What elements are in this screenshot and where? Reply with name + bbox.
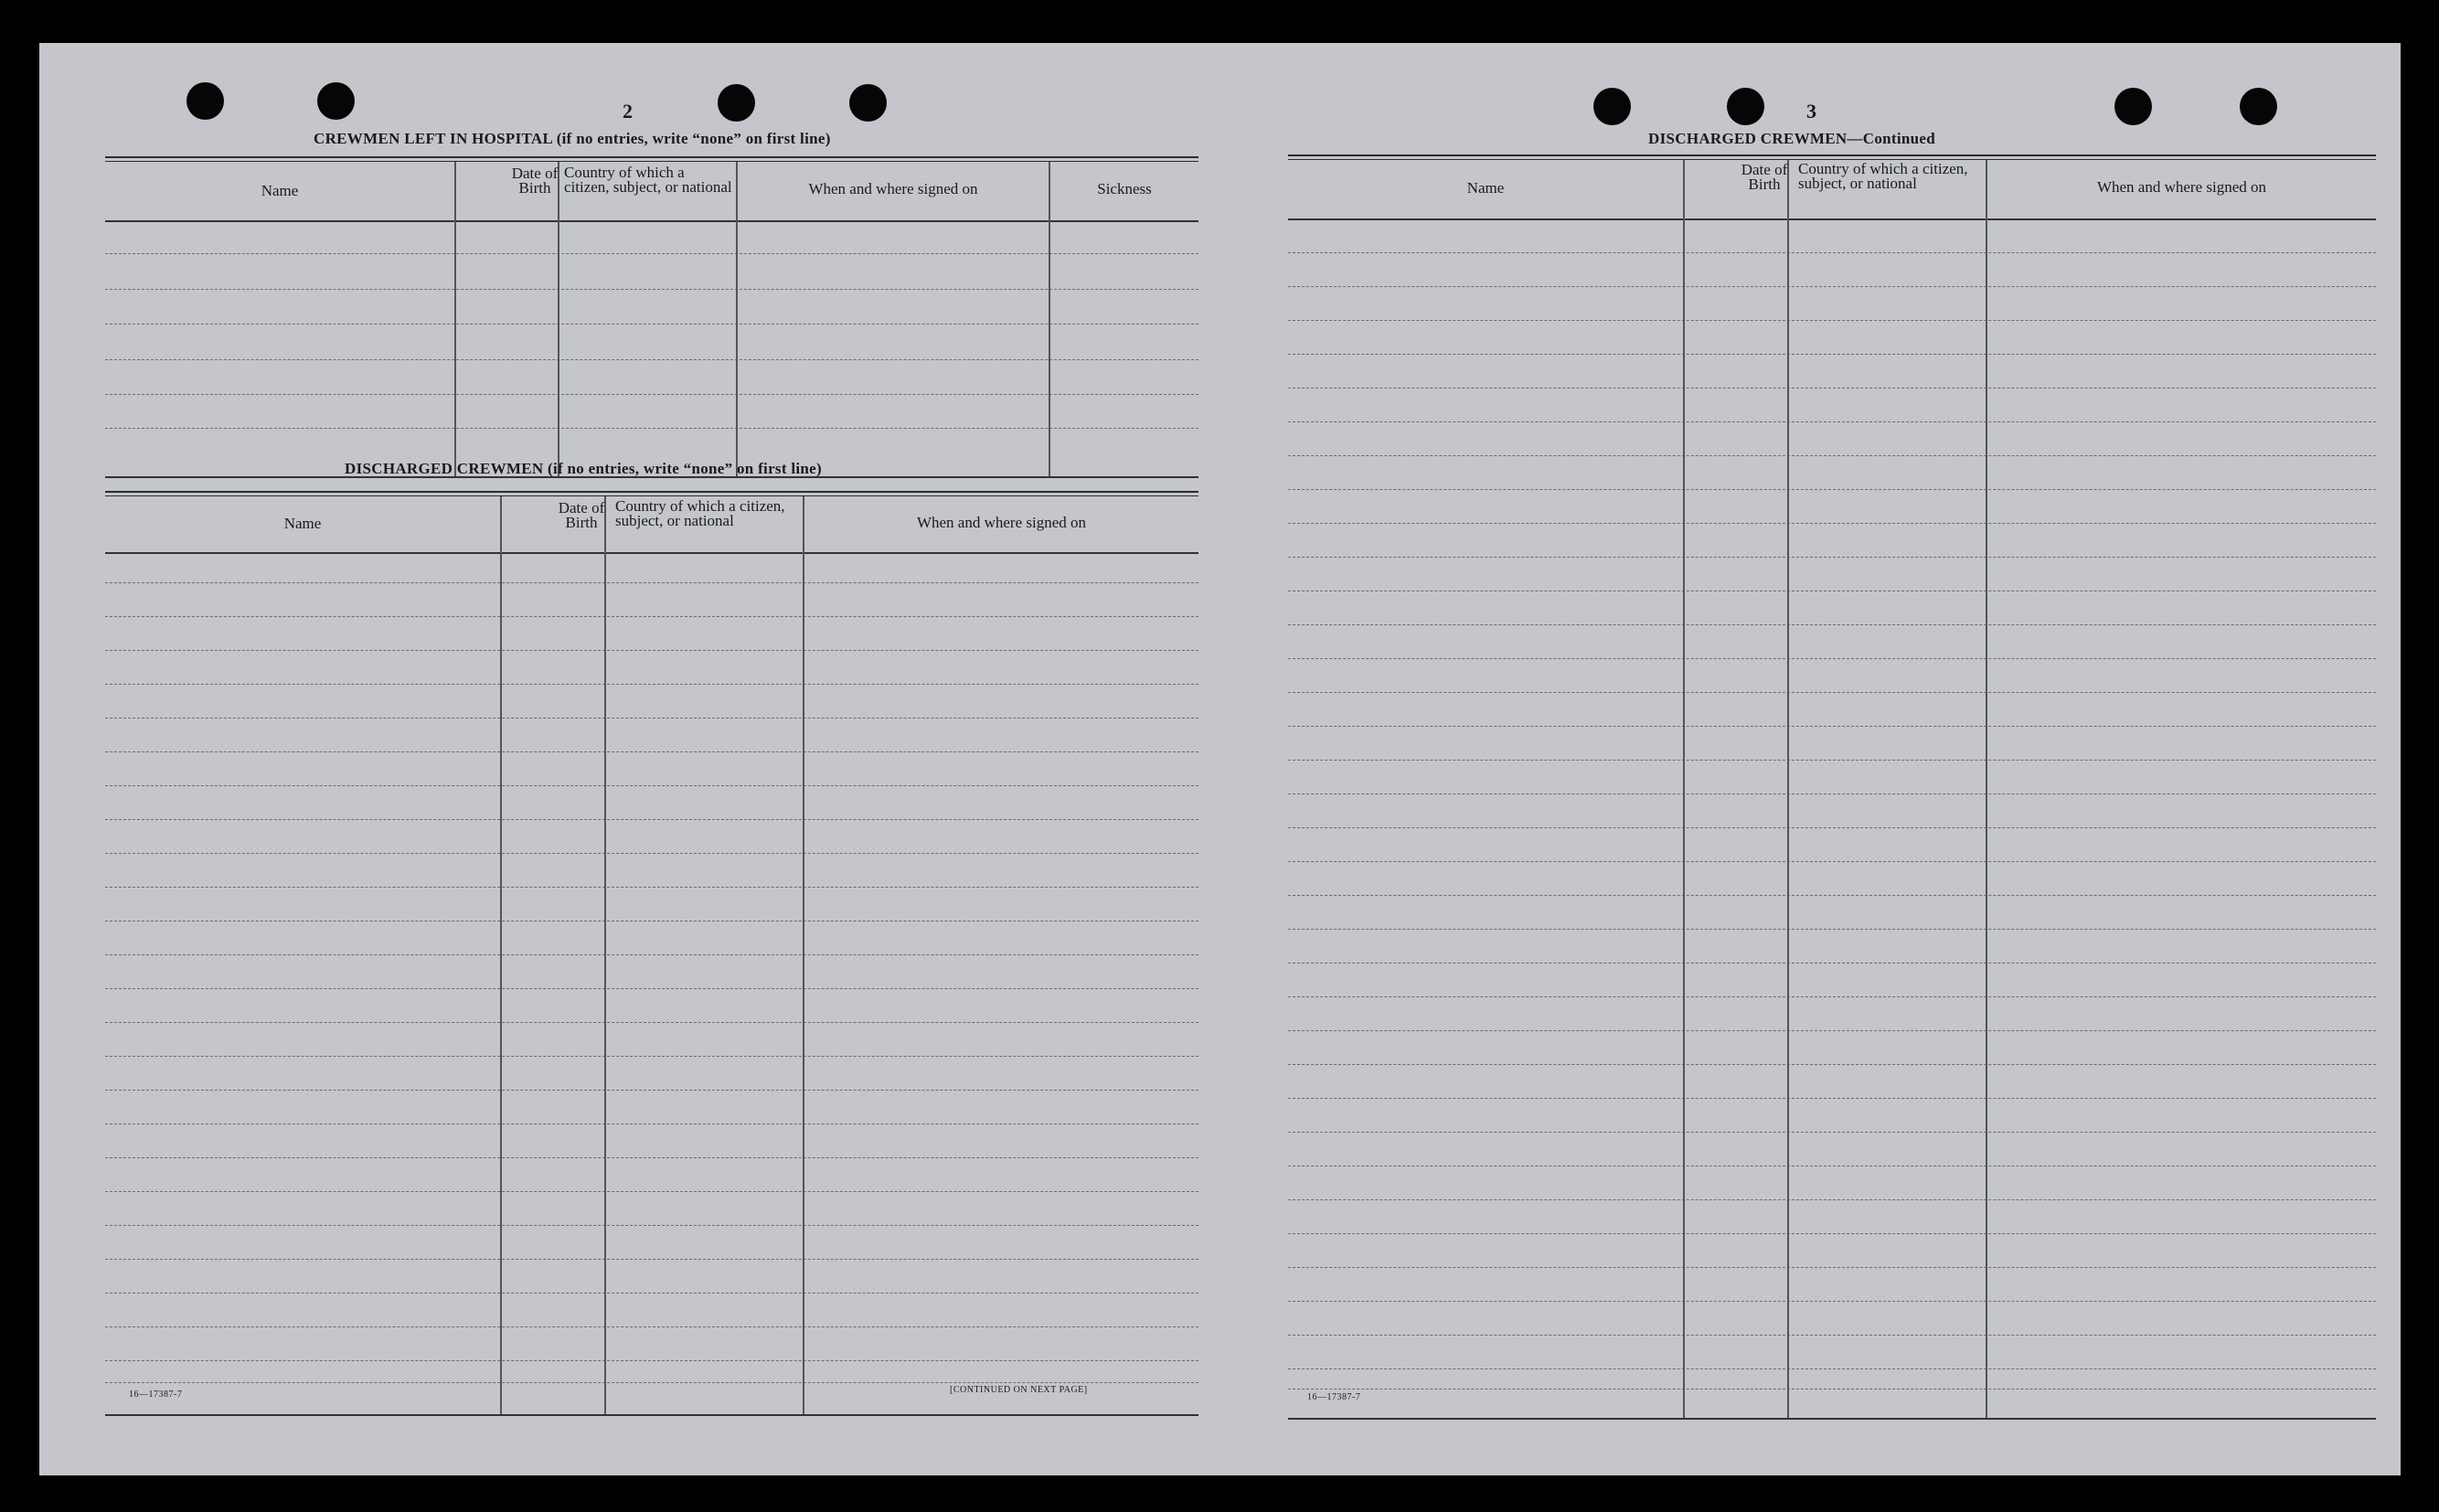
row-line xyxy=(105,428,1198,429)
row-line xyxy=(105,853,1198,854)
row-line xyxy=(1288,1098,2376,1099)
row-line xyxy=(1288,252,2376,253)
table-bottom-rule xyxy=(1288,1418,2376,1420)
row-line xyxy=(1288,489,2376,490)
row-line xyxy=(105,1123,1198,1124)
row-line xyxy=(105,1259,1198,1260)
column-divider xyxy=(736,162,738,476)
row-line xyxy=(105,954,1198,955)
column-header-signed-on: When and where signed on xyxy=(808,180,978,197)
row-line xyxy=(105,359,1198,360)
row-line xyxy=(105,289,1198,290)
punch-hole xyxy=(317,82,355,120)
row-line xyxy=(1288,1064,2376,1065)
column-divider xyxy=(1683,160,1685,1418)
row-line xyxy=(1288,388,2376,389)
row-line xyxy=(105,1191,1198,1192)
header-bottom-rule xyxy=(105,220,1198,222)
hospital-table xyxy=(105,156,1198,478)
row-line xyxy=(1288,793,2376,794)
row-line xyxy=(1288,929,2376,930)
punch-hole xyxy=(1727,88,1764,125)
row-line xyxy=(1288,861,2376,862)
table-bottom-rule xyxy=(105,1414,1198,1416)
column-header-date-of-birth: Date of Birth xyxy=(558,499,605,531)
column-divider xyxy=(500,496,502,1414)
row-line xyxy=(1288,455,2376,456)
column-header-name: Name xyxy=(1466,179,1505,197)
document-sheet xyxy=(39,43,2401,1475)
row-line xyxy=(1288,320,2376,321)
row-line xyxy=(105,684,1198,685)
table-top-rule xyxy=(105,491,1198,496)
discharged-section-title-left: DISCHARGED CREWMEN (if no entries, write “none” on first line) xyxy=(345,460,822,477)
row-line xyxy=(1288,1267,2376,1268)
row-line xyxy=(1288,895,2376,896)
discharged-table-right xyxy=(1288,154,2376,1421)
punch-hole xyxy=(1593,88,1631,125)
row-line xyxy=(105,616,1198,617)
row-line xyxy=(1288,624,2376,625)
page-number-left: 2 xyxy=(623,100,633,122)
row-line xyxy=(1288,692,2376,693)
row-line xyxy=(1288,557,2376,558)
row-line xyxy=(105,718,1198,719)
column-header-signed-on: When and where signed on xyxy=(2096,178,2267,196)
column-divider xyxy=(558,162,559,476)
row-line xyxy=(105,394,1198,395)
row-line xyxy=(1288,1389,2376,1390)
column-divider xyxy=(1787,160,1789,1418)
row-line xyxy=(105,324,1198,325)
column-divider xyxy=(1986,160,1987,1418)
row-line xyxy=(1288,658,2376,659)
row-line xyxy=(105,1157,1198,1158)
row-line xyxy=(1288,354,2376,355)
column-header-name: Name xyxy=(283,515,322,532)
row-line xyxy=(105,582,1198,583)
row-line xyxy=(1288,1335,2376,1336)
row-line xyxy=(1288,827,2376,828)
row-line xyxy=(1288,421,2376,422)
row-line xyxy=(1288,760,2376,761)
row-line xyxy=(1288,1233,2376,1234)
continued-note: [CONTINUED ON NEXT PAGE] xyxy=(950,1385,1088,1395)
column-divider xyxy=(1049,162,1050,476)
row-line xyxy=(105,751,1198,752)
column-header-signed-on: When and where signed on xyxy=(916,514,1087,531)
row-line xyxy=(105,785,1198,786)
table-top-rule xyxy=(105,156,1198,162)
header-bottom-rule xyxy=(1288,218,2376,220)
discharged-section-title-right: DISCHARGED CREWMEN—Continued xyxy=(1648,130,1935,147)
row-line xyxy=(1288,963,2376,964)
row-line xyxy=(105,1326,1198,1327)
row-line xyxy=(105,1056,1198,1057)
row-line xyxy=(1288,1132,2376,1133)
column-header-country: Country of which a citizen, subject, or national xyxy=(615,497,785,529)
row-line xyxy=(1288,1368,2376,1369)
row-line xyxy=(1288,996,2376,997)
row-line xyxy=(1288,1301,2376,1302)
column-header-name: Name xyxy=(261,182,299,199)
discharged-table-left xyxy=(105,491,1198,1419)
form-code-right: 16—17387-7 xyxy=(1307,1392,1361,1402)
row-line xyxy=(105,1022,1198,1023)
row-line xyxy=(105,819,1198,820)
hospital-section-title: CREWMEN LEFT IN HOSPITAL (if no entries, write “none” on first line) xyxy=(314,130,831,147)
punch-hole xyxy=(186,82,224,120)
punch-hole xyxy=(718,84,755,122)
column-divider xyxy=(604,496,606,1414)
punch-hole xyxy=(2240,88,2277,125)
row-line xyxy=(1288,286,2376,287)
row-line xyxy=(105,1225,1198,1226)
header-bottom-rule xyxy=(105,552,1198,554)
column-divider xyxy=(454,162,456,476)
row-line xyxy=(105,1360,1198,1361)
row-line xyxy=(105,253,1198,254)
column-header-date-of-birth: Date of Birth xyxy=(1741,161,1788,193)
row-line xyxy=(105,1090,1198,1091)
row-line xyxy=(105,988,1198,989)
punch-hole xyxy=(849,84,887,122)
column-header-country: Country of which a citizen, subject, or national xyxy=(564,164,732,196)
row-line xyxy=(1288,1030,2376,1031)
row-line xyxy=(105,1293,1198,1294)
row-line xyxy=(1288,726,2376,727)
column-header-date-of-birth: Date of Birth xyxy=(511,165,559,197)
row-line xyxy=(1288,523,2376,524)
form-code-left: 16—17387-7 xyxy=(129,1390,183,1400)
row-line xyxy=(105,1382,1198,1383)
page-number-right: 3 xyxy=(1806,100,1816,122)
row-line xyxy=(105,887,1198,888)
column-header-country: Country of which a citizen, subject, or national xyxy=(1798,160,1968,192)
column-header-sickness: Sickness xyxy=(1097,180,1152,197)
row-line xyxy=(105,650,1198,651)
row-line xyxy=(1288,1199,2376,1200)
punch-hole xyxy=(2114,88,2152,125)
column-divider xyxy=(803,496,804,1414)
